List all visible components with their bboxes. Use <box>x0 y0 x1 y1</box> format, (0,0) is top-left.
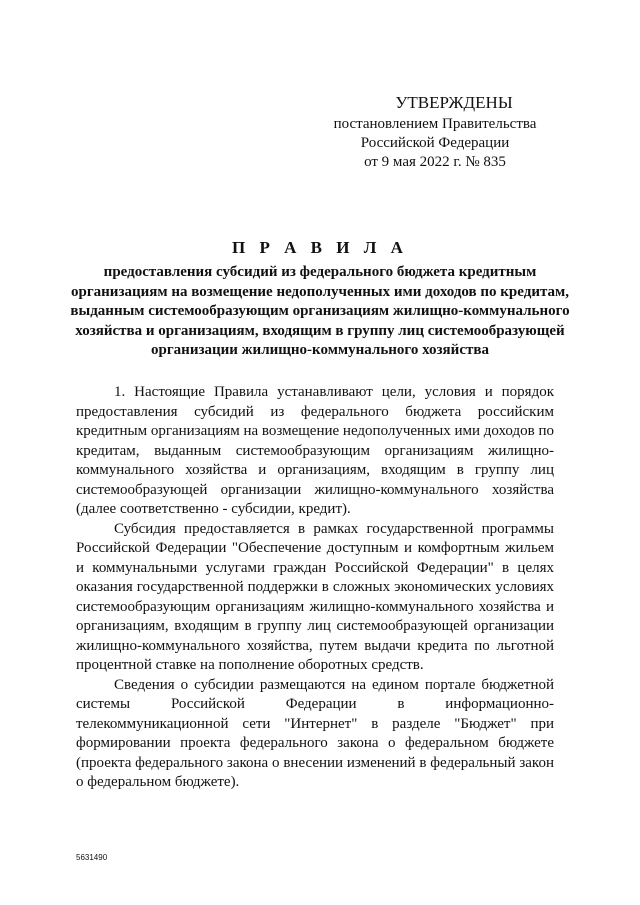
document-subtitle: предоставления субсидий из федерального бюджета кредитным организациям на возмещение недополученных ими доходов по кредитам, выданным системообразующим организациям жилищно-коммунального хозяйства и организациям, входящим в группу лиц системообразующей организации жилищно-коммунального хозяйства <box>70 264 570 358</box>
document-id: 5631490 <box>76 853 108 862</box>
approval-line-2: Российской Федерации <box>360 135 510 151</box>
document-body <box>76 383 554 793</box>
paragraph-3: Сведения о субсидии размещаются на едином портале бюджетной системы Российской Федерации в информационно-телекоммуникационной сети "Интернет" в разделе "Бюджет" при формировании проекта федерального закона о федеральном бюджете (проекта федерального закона о внесении изменений в федеральный закон о федеральном бюджете). <box>76 676 554 790</box>
approval-stamp: УТВЕРЖДЕНЫ <box>395 93 513 112</box>
approval-block <box>330 92 540 172</box>
approval-line-3: от 9 мая 2022 г. № 835 <box>364 154 506 170</box>
paragraph-1: 1. Настоящие Правила устанавливают цели, условия и порядок предоставления субсидий из федерального бюджета российским кредитным организациям на возмещение недополученных ими доходов по кредитам, выданным системообразующим организациям жилищно-коммунального хозяйства и организациям, входящим в группу лиц системообразующей организации жилищно-коммунального хозяйства (далее соответственно - субсидии, кредит). <box>76 384 554 517</box>
approval-line-1: постановлением Правительства <box>333 116 537 132</box>
paragraph-2: Субсидия предоставляется в рамках государственной программы Российской Федерации "Обеспечение доступным и комфортным жильем и коммунальными услугами граждан Российской Федерации" в целях оказания государственной поддержки в сложных экономических условиях системообразующим организациям жилищно-коммунального хозяйства и организациям, входящим в группу лиц системообразующей организации жилищно-коммунального хозяйства, путем выдачи кредита по льготной процентной ставке на пополнение оборотных средств. <box>76 520 554 673</box>
document-title: П Р А В И Л А <box>232 238 408 257</box>
